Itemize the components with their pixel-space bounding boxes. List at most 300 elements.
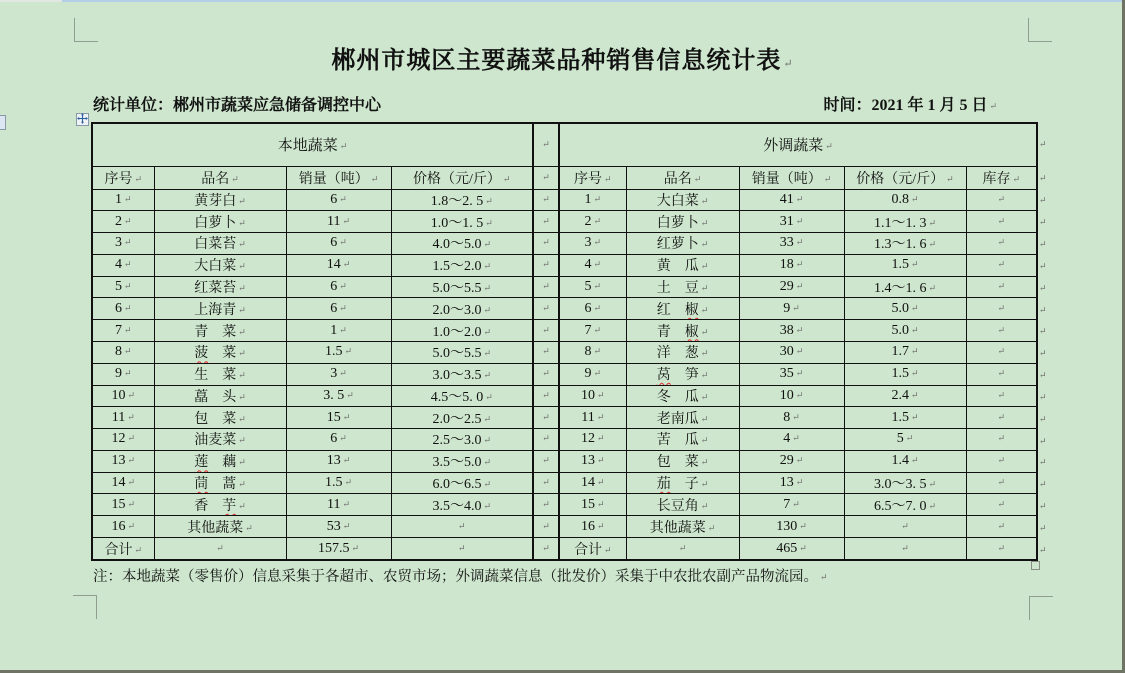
local-sales-4[interactable]: 6 ↵ [286, 276, 391, 298]
spellcheck-underline: 菠 [194, 346, 209, 362]
external-name-5[interactable]: 红 椒 ↵ [626, 298, 739, 320]
table-row [92, 450, 1037, 472]
table-row [92, 407, 1037, 429]
cell-end-mark-icon: ↵ [825, 141, 833, 152]
external-name-16[interactable] [626, 538, 739, 561]
external-price-7[interactable]: 1.7 ↵ [844, 341, 966, 363]
cell-end-mark-icon: ↵ [928, 479, 937, 490]
cell-end-mark-icon: ↵ [127, 520, 136, 531]
cell-end-mark-icon: ↵ [603, 173, 612, 184]
local-name-16[interactable] [154, 538, 286, 561]
separator-cell[interactable] [533, 538, 559, 561]
cell-end-mark-icon: ↵ [596, 477, 605, 488]
local-sales-6[interactable]: 1 ↵ [286, 320, 391, 342]
footnote-text[interactable]: 注：本地蔬菜（零售价）信息采集于各超市、农贸市场；外调蔬菜信息（批发价）采集于中农批农副产品物流园。 [93, 569, 818, 585]
external-no-10[interactable]: 11 ↵ [559, 407, 626, 429]
local-price-16[interactable] [391, 538, 533, 561]
end-of-row-mark-icon: ↵ [1039, 391, 1047, 402]
external-price-5[interactable]: 5.0 ↵ [844, 298, 966, 320]
cell-end-mark-icon: ↵ [910, 324, 919, 335]
cell-end-mark-icon: ↵ [700, 217, 709, 228]
crop-mark-top-left [74, 18, 98, 42]
external-stock-14[interactable] [966, 494, 1037, 516]
table-row [92, 189, 1037, 211]
external-stock-6[interactable] [966, 320, 1037, 342]
external-sales-6[interactable]: 38 ↵ [739, 320, 844, 342]
cell-end-mark-icon: ↵ [795, 259, 804, 270]
cell-end-mark-icon: ↵ [928, 500, 937, 511]
external-price-10[interactable]: 1.5 ↵ [844, 407, 966, 429]
cell-end-mark-icon: ↵ [593, 237, 602, 248]
external-no-1[interactable]: 2 ↵ [559, 211, 626, 233]
external-stock-9[interactable] [966, 385, 1037, 407]
table-row [92, 341, 1037, 363]
local-price-7[interactable]: 5.0～5.5 ↵ [391, 341, 533, 363]
local-name-4[interactable]: 红菜苔 ↵ [154, 276, 286, 298]
local-name-15[interactable]: 其他蔬菜 ↵ [154, 516, 286, 538]
local-sales-9[interactable]: 3. 5 ↵ [286, 385, 391, 407]
end-of-row-mark-icon: ↵ [1039, 217, 1047, 228]
table-row [92, 494, 1037, 516]
external-price-2[interactable]: 1.3～1. 6 ↵ [844, 233, 966, 255]
separator-cell[interactable] [533, 254, 559, 276]
cell-end-mark-icon: ↵ [339, 324, 347, 335]
local-sales-0[interactable]: 6 ↵ [286, 189, 391, 211]
external-no-8[interactable]: 9 ↵ [559, 363, 626, 385]
cell-end-mark-icon: ↵ [123, 193, 132, 204]
external-price-9[interactable]: 2.4 ↵ [844, 385, 966, 407]
cell-end-mark-icon: ↵ [997, 433, 1006, 444]
cell-end-mark-icon: ↵ [593, 281, 602, 292]
table-row [92, 472, 1037, 494]
end-of-row-mark-icon: ↵ [1039, 173, 1047, 183]
cell-end-mark-icon: ↵ [483, 283, 492, 294]
cell-end-mark-icon: ↵ [928, 283, 937, 294]
external-price-1[interactable]: 1.1～1. 3 ↵ [844, 211, 966, 233]
separator-cell[interactable] [533, 211, 559, 233]
local-no-10[interactable]: 11 ↵ [92, 407, 154, 429]
local-price-1[interactable]: 1.0～1. 5 ↵ [391, 211, 533, 233]
external-sales-5[interactable]: 9 ↵ [739, 298, 844, 320]
external-name-6[interactable]: 青 椒 ↵ [626, 320, 739, 342]
vegetable-sales-table[interactable] [91, 122, 1038, 561]
paragraph-mark-icon: ↵ [783, 58, 794, 70]
local-price-2[interactable]: 4.0～5.0 ↵ [391, 233, 533, 255]
local-no-12[interactable]: 13 ↵ [92, 450, 154, 472]
separator-cell[interactable] [533, 450, 559, 472]
local-header-0[interactable]: 序号 ↵ [92, 166, 154, 189]
local-header-1[interactable]: 品名 ↵ [154, 166, 286, 189]
external-price-3[interactable]: 1.5 ↵ [844, 254, 966, 276]
local-no-15[interactable]: 16 ↵ [92, 516, 154, 538]
external-price-6[interactable]: 5.0 ↵ [844, 320, 966, 342]
table-row [92, 538, 1037, 561]
cell-end-mark-icon: ↵ [997, 346, 1006, 357]
cell-end-mark-icon: ↵ [997, 215, 1006, 226]
external-header-3[interactable]: 价格（元/斤） ↵ [844, 166, 966, 189]
cell-end-mark-icon: ↵ [596, 520, 605, 531]
local-sales-8[interactable]: 3 ↵ [286, 363, 391, 385]
external-name-11[interactable]: 苦 瓜 ↵ [626, 429, 739, 451]
table-row [92, 233, 1037, 255]
cell-end-mark-icon: ↵ [795, 324, 804, 335]
separator-cell[interactable] [533, 276, 559, 298]
separator-cell[interactable] [533, 385, 559, 407]
external-stock-5[interactable] [966, 298, 1037, 320]
local-price-15[interactable] [391, 516, 533, 538]
separator-cell[interactable] [533, 233, 559, 255]
external-no-6[interactable]: 7 ↵ [559, 320, 626, 342]
external-header-4[interactable]: 库存 ↵ [966, 166, 1037, 189]
local-price-12[interactable]: 3.5～5.0 ↵ [391, 450, 533, 472]
external-sales-3[interactable]: 18 ↵ [739, 254, 844, 276]
external-price-11[interactable]: 5 ↵ [844, 429, 966, 451]
local-sales-16[interactable]: 157.5 ↵ [286, 538, 391, 561]
external-sales-12[interactable]: 29 ↵ [739, 450, 844, 472]
external-sales-2[interactable]: 33 ↵ [739, 233, 844, 255]
external-price-13[interactable]: 3.0～3. 5 ↵ [844, 472, 966, 494]
external-name-1[interactable]: 白萝卜 ↵ [626, 211, 739, 233]
local-price-3[interactable]: 1.5～2.0 ↵ [391, 254, 533, 276]
local-name-14[interactable]: 香 芋 ↵ [154, 494, 286, 516]
external-stock-1[interactable] [966, 211, 1037, 233]
local-no-3[interactable]: 4 ↵ [92, 254, 154, 276]
local-name-12[interactable]: 莲 藕 ↵ [154, 450, 286, 472]
external-name-13[interactable]: 茄 子 ↵ [626, 472, 739, 494]
local-price-0[interactable]: 1.8～2. 5 ↵ [391, 189, 533, 211]
local-sales-14[interactable]: 11 ↵ [286, 494, 391, 516]
cell-end-mark-icon: ↵ [134, 544, 143, 555]
cell-end-mark-icon: ↵ [483, 348, 492, 359]
crop-mark-bottom-left [73, 595, 97, 619]
external-name-2[interactable]: 红萝卜 ↵ [626, 233, 739, 255]
cell-end-mark-icon: ↵ [542, 324, 550, 335]
separator-cell[interactable] [533, 166, 559, 189]
external-stock-2[interactable] [966, 233, 1037, 255]
cell-end-mark-icon: ↵ [792, 433, 800, 444]
cell-end-mark-icon: ↵ [901, 542, 909, 553]
external-name-7[interactable]: 洋 葱 ↵ [626, 341, 739, 363]
cell-end-mark-icon: ↵ [795, 368, 804, 379]
cell-end-mark-icon: ↵ [485, 217, 493, 228]
cell-end-mark-icon: ↵ [502, 173, 511, 184]
local-header-3[interactable]: 价格（元/斤） ↵ [391, 166, 533, 189]
external-name-12[interactable]: 包 菜 ↵ [626, 450, 739, 472]
local-sales-11[interactable]: 6 ↵ [286, 429, 391, 451]
local-name-5[interactable]: 上海青 ↵ [154, 298, 286, 320]
local-sales-7[interactable]: 1.5 ↵ [286, 341, 391, 363]
separator-cell[interactable] [533, 494, 559, 516]
cell-end-mark-icon: ↵ [238, 435, 246, 446]
cell-end-mark-icon: ↵ [997, 302, 1006, 313]
local-name-1[interactable]: 白萝卜 ↵ [154, 211, 286, 233]
local-price-10[interactable]: 2.0～2.5 ↵ [391, 407, 533, 429]
external-no-13[interactable]: 14 ↵ [559, 472, 626, 494]
local-price-5[interactable]: 2.0～3.0 ↵ [391, 298, 533, 320]
section-title-row [92, 123, 1037, 166]
external-sales-11[interactable]: 4 ↵ [739, 429, 844, 451]
external-name-0[interactable]: 大白菜 ↵ [626, 189, 739, 211]
external-stock-4[interactable] [966, 276, 1037, 298]
cell-end-mark-icon: ↵ [238, 239, 246, 250]
cell-end-mark-icon: ↵ [542, 193, 550, 204]
cell-end-mark-icon: ↵ [339, 302, 347, 313]
local-price-14[interactable]: 3.5～4.0 ↵ [391, 494, 533, 516]
local-price-6[interactable]: 1.0～2.0 ↵ [391, 320, 533, 342]
external-stock-15[interactable] [966, 516, 1037, 538]
external-header-2[interactable]: 销量（吨） ↵ [739, 166, 844, 189]
local-name-13[interactable]: 茼 蒿 ↵ [154, 472, 286, 494]
separator-cell[interactable] [533, 429, 559, 451]
local-name-8[interactable]: 生 菜 ↵ [154, 363, 286, 385]
cell-end-mark-icon: ↵ [542, 302, 550, 313]
cell-end-mark-icon: ↵ [542, 215, 550, 226]
cell-end-mark-icon: ↵ [339, 433, 347, 444]
cell-end-mark-icon: ↵ [700, 283, 709, 294]
cell-end-mark-icon: ↵ [123, 215, 132, 226]
local-sales-3[interactable]: 14 ↵ [286, 254, 391, 276]
move-arrows-icon [77, 111, 88, 129]
local-no-5[interactable]: 6 ↵ [92, 298, 154, 320]
separator-cell[interactable] [533, 407, 559, 429]
external-name-10[interactable]: 老南瓜 ↵ [626, 407, 739, 429]
external-header-0[interactable]: 序号 ↵ [559, 166, 626, 189]
cell-end-mark-icon: ↵ [910, 368, 919, 379]
external-name-14[interactable]: 长豆角 ↵ [626, 494, 739, 516]
cell-end-mark-icon: ↵ [997, 281, 1006, 292]
separator-cell[interactable] [533, 320, 559, 342]
local-no-0[interactable]: 1 ↵ [92, 189, 154, 211]
local-no-2[interactable]: 3 ↵ [92, 233, 154, 255]
local-sales-10[interactable]: 15 ↵ [286, 407, 391, 429]
separator-cell[interactable] [533, 341, 559, 363]
external-price-4[interactable]: 1.4～1. 6 ↵ [844, 276, 966, 298]
external-sales-1[interactable]: 31 ↵ [739, 211, 844, 233]
cell-end-mark-icon: ↵ [593, 368, 602, 379]
cell-end-mark-icon: ↵ [997, 193, 1006, 204]
external-sales-13[interactable]: 13 ↵ [739, 472, 844, 494]
end-of-row-mark-icon: ↵ [1039, 195, 1047, 206]
table-row [92, 516, 1037, 538]
external-no-5[interactable]: 6 ↵ [559, 298, 626, 320]
local-name-11[interactable]: 油麦菜 ↵ [154, 429, 286, 451]
external-section-title[interactable]: 外调蔬菜 ↵ [559, 123, 1037, 166]
local-section-title[interactable]: 本地蔬菜 ↵ [92, 123, 533, 166]
cell-end-mark-icon: ↵ [245, 522, 253, 533]
statistics-unit-text[interactable]: 统计单位：郴州市蔬菜应急储备调控中心 [93, 97, 382, 114]
external-name-8[interactable]: 莴 笋 ↵ [626, 363, 739, 385]
paragraph-mark-icon: ↵ [989, 101, 997, 111]
local-name-9[interactable]: 藠 头 ↵ [154, 385, 286, 407]
external-stock-11[interactable] [966, 429, 1037, 451]
external-sales-4[interactable]: 29 ↵ [739, 276, 844, 298]
external-price-8[interactable]: 1.5 ↵ [844, 363, 966, 385]
table-row [92, 429, 1037, 451]
local-name-0[interactable]: 黄芽白 ↵ [154, 189, 286, 211]
external-no-7[interactable]: 8 ↵ [559, 341, 626, 363]
external-stock-0[interactable] [966, 189, 1037, 211]
external-price-12[interactable]: 1.4 ↵ [844, 450, 966, 472]
cell-end-mark-icon: ↵ [483, 261, 492, 272]
external-sales-15[interactable]: 130 ↵ [739, 516, 844, 538]
cell-end-mark-icon: ↵ [238, 370, 246, 381]
cell-end-mark-icon: ↵ [700, 304, 709, 315]
cell-end-mark-icon: ↵ [238, 413, 246, 424]
cell-end-mark-icon: ↵ [342, 498, 351, 509]
cell-end-mark-icon: ↵ [483, 435, 492, 446]
document-title-line[interactable] [0, 40, 1125, 75]
external-stock-10[interactable] [966, 407, 1037, 429]
external-sales-7[interactable]: 30 ↵ [739, 341, 844, 363]
external-no-16[interactable]: 合计 ↵ [559, 538, 626, 561]
spellcheck-underline: 莲 [194, 455, 209, 471]
cell-end-mark-icon: ↵ [997, 498, 1006, 509]
cell-end-mark-icon: ↵ [997, 259, 1006, 270]
external-no-15[interactable]: 16 ↵ [559, 516, 626, 538]
external-no-14[interactable]: 15 ↵ [559, 494, 626, 516]
table-resize-handle[interactable] [1031, 561, 1040, 570]
cell-end-mark-icon: ↵ [339, 237, 347, 248]
local-no-9[interactable]: 10 ↵ [92, 385, 154, 407]
cell-end-mark-icon: ↵ [596, 389, 605, 400]
info-line[interactable] [93, 92, 997, 115]
local-no-6[interactable]: 7 ↵ [92, 320, 154, 342]
cell-end-mark-icon: ↵ [123, 368, 132, 379]
local-no-11[interactable]: 12 ↵ [92, 429, 154, 451]
cell-end-mark-icon: ↵ [542, 368, 550, 379]
cell-end-mark-icon: ↵ [238, 326, 246, 337]
local-sales-2[interactable]: 6 ↵ [286, 233, 391, 255]
local-no-14[interactable]: 15 ↵ [92, 494, 154, 516]
table-move-handle[interactable] [76, 113, 89, 126]
external-no-9[interactable]: 10 ↵ [559, 385, 626, 407]
end-of-row-mark-icon: ↵ [1039, 282, 1047, 293]
local-price-4[interactable]: 5.0～5.5 ↵ [391, 276, 533, 298]
spellcheck-underline: 莴 [656, 368, 671, 384]
cell-end-mark-icon: ↵ [928, 239, 937, 250]
local-header-2[interactable]: 销量（吨） ↵ [286, 166, 391, 189]
cell-end-mark-icon: ↵ [603, 544, 612, 555]
external-no-11[interactable]: 12 ↵ [559, 429, 626, 451]
local-no-4[interactable]: 5 ↵ [92, 276, 154, 298]
external-no-12[interactable]: 13 ↵ [559, 450, 626, 472]
external-sales-16[interactable]: 465 ↵ [739, 538, 844, 561]
separator-cell[interactable] [533, 472, 559, 494]
cell-end-mark-icon: ↵ [792, 498, 800, 509]
cell-end-mark-icon: ↵ [905, 433, 914, 444]
external-price-15[interactable] [844, 516, 966, 538]
cell-end-mark-icon: ↵ [238, 195, 246, 206]
cell-end-mark-icon: ↵ [542, 237, 550, 248]
external-name-9[interactable]: 冬 瓜 ↵ [626, 385, 739, 407]
local-name-2[interactable]: 白菜苔 ↵ [154, 233, 286, 255]
local-no-8[interactable]: 9 ↵ [92, 363, 154, 385]
local-no-7[interactable]: 8 ↵ [92, 341, 154, 363]
external-name-15[interactable]: 其他蔬菜 ↵ [626, 516, 739, 538]
external-price-0[interactable]: 0.8 ↵ [844, 189, 966, 211]
clipped-handle-fragment [0, 115, 6, 130]
external-stock-12[interactable] [966, 450, 1037, 472]
end-of-row-mark-icon: ↵ [1039, 348, 1047, 359]
spellcheck-underline: 芋 [222, 498, 237, 514]
external-sales-10[interactable]: 8 ↵ [739, 407, 844, 429]
external-stock-8[interactable] [966, 363, 1037, 385]
local-name-6[interactable]: 青 菜 ↵ [154, 320, 286, 342]
local-price-9[interactable]: 4.5～5. 0 ↵ [391, 385, 533, 407]
local-name-7[interactable]: 菠 菜 ↵ [154, 341, 286, 363]
external-price-16[interactable] [844, 538, 966, 561]
local-price-8[interactable]: 3.0～3.5 ↵ [391, 363, 533, 385]
spellcheck-underline: 椒 [684, 302, 699, 318]
local-sales-12[interactable]: 13 ↵ [286, 450, 391, 472]
crop-mark-top-right [1028, 18, 1052, 42]
external-stock-3[interactable] [966, 254, 1037, 276]
cell-end-mark-icon: ↵ [946, 173, 954, 184]
cell-end-mark-icon: ↵ [997, 389, 1006, 400]
external-sales-9[interactable]: 10 ↵ [739, 385, 844, 407]
local-price-13[interactable]: 6.0～6.5 ↵ [391, 472, 533, 494]
external-sales-14[interactable]: 7 ↵ [739, 494, 844, 516]
external-sales-8[interactable]: 35 ↵ [739, 363, 844, 385]
separator-cell[interactable] [533, 123, 559, 166]
external-no-2[interactable]: 3 ↵ [559, 233, 626, 255]
cell-end-mark-icon: ↵ [795, 455, 804, 466]
separator-cell[interactable] [533, 189, 559, 211]
footnote-line[interactable] [93, 565, 828, 586]
local-sales-5[interactable]: 6 ↵ [286, 298, 391, 320]
cell-end-mark-icon: ↵ [485, 391, 493, 402]
local-sales-1[interactable]: 11 ↵ [286, 211, 391, 233]
cell-end-mark-icon: ↵ [795, 389, 804, 400]
column-header-row [92, 166, 1037, 189]
external-stock-16[interactable] [966, 538, 1037, 561]
external-header-1[interactable]: 品名 ↵ [626, 166, 739, 189]
cell-end-mark-icon: ↵ [707, 522, 716, 533]
external-no-4[interactable]: 5 ↵ [559, 276, 626, 298]
local-sales-13[interactable]: 1.5 ↵ [286, 472, 391, 494]
cell-end-mark-icon: ↵ [238, 261, 246, 272]
cell-end-mark-icon: ↵ [593, 193, 602, 204]
external-sales-0[interactable]: 41 ↵ [739, 189, 844, 211]
external-stock-7[interactable] [966, 341, 1037, 363]
cell-end-mark-icon: ↵ [1012, 173, 1021, 184]
local-price-11[interactable]: 2.5～3.0 ↵ [391, 429, 533, 451]
local-name-10[interactable]: 包 菜 ↵ [154, 407, 286, 429]
cell-end-mark-icon: ↵ [997, 455, 1006, 466]
external-name-3[interactable]: 黄 瓜 ↵ [626, 254, 739, 276]
cell-end-mark-icon: ↵ [542, 542, 550, 553]
external-no-3[interactable]: 4 ↵ [559, 254, 626, 276]
separator-cell[interactable] [533, 363, 559, 385]
local-sales-15[interactable]: 53 ↵ [286, 516, 391, 538]
separator-cell[interactable] [533, 298, 559, 320]
local-name-3[interactable]: 大白菜 ↵ [154, 254, 286, 276]
external-stock-13[interactable] [966, 472, 1037, 494]
cell-end-mark-icon: ↵ [678, 542, 687, 553]
cell-end-mark-icon: ↵ [795, 237, 804, 248]
date-text[interactable]: 时间：2021 年 1 月 5 日 ↵ [823, 97, 997, 114]
external-name-4[interactable]: 土 豆 ↵ [626, 276, 739, 298]
local-no-1[interactable]: 2 ↵ [92, 211, 154, 233]
separator-cell[interactable] [533, 516, 559, 538]
local-no-13[interactable]: 14 ↵ [92, 472, 154, 494]
local-no-16[interactable]: 合计 ↵ [92, 538, 154, 561]
cell-end-mark-icon: ↵ [127, 389, 136, 400]
external-price-14[interactable]: 6.5～7. 0 ↵ [844, 494, 966, 516]
page-title[interactable]: 郴州市城区主要蔬菜品种销售信息统计表 [331, 48, 782, 74]
external-no-0[interactable]: 1 ↵ [559, 189, 626, 211]
cell-end-mark-icon: ↵ [342, 259, 351, 270]
